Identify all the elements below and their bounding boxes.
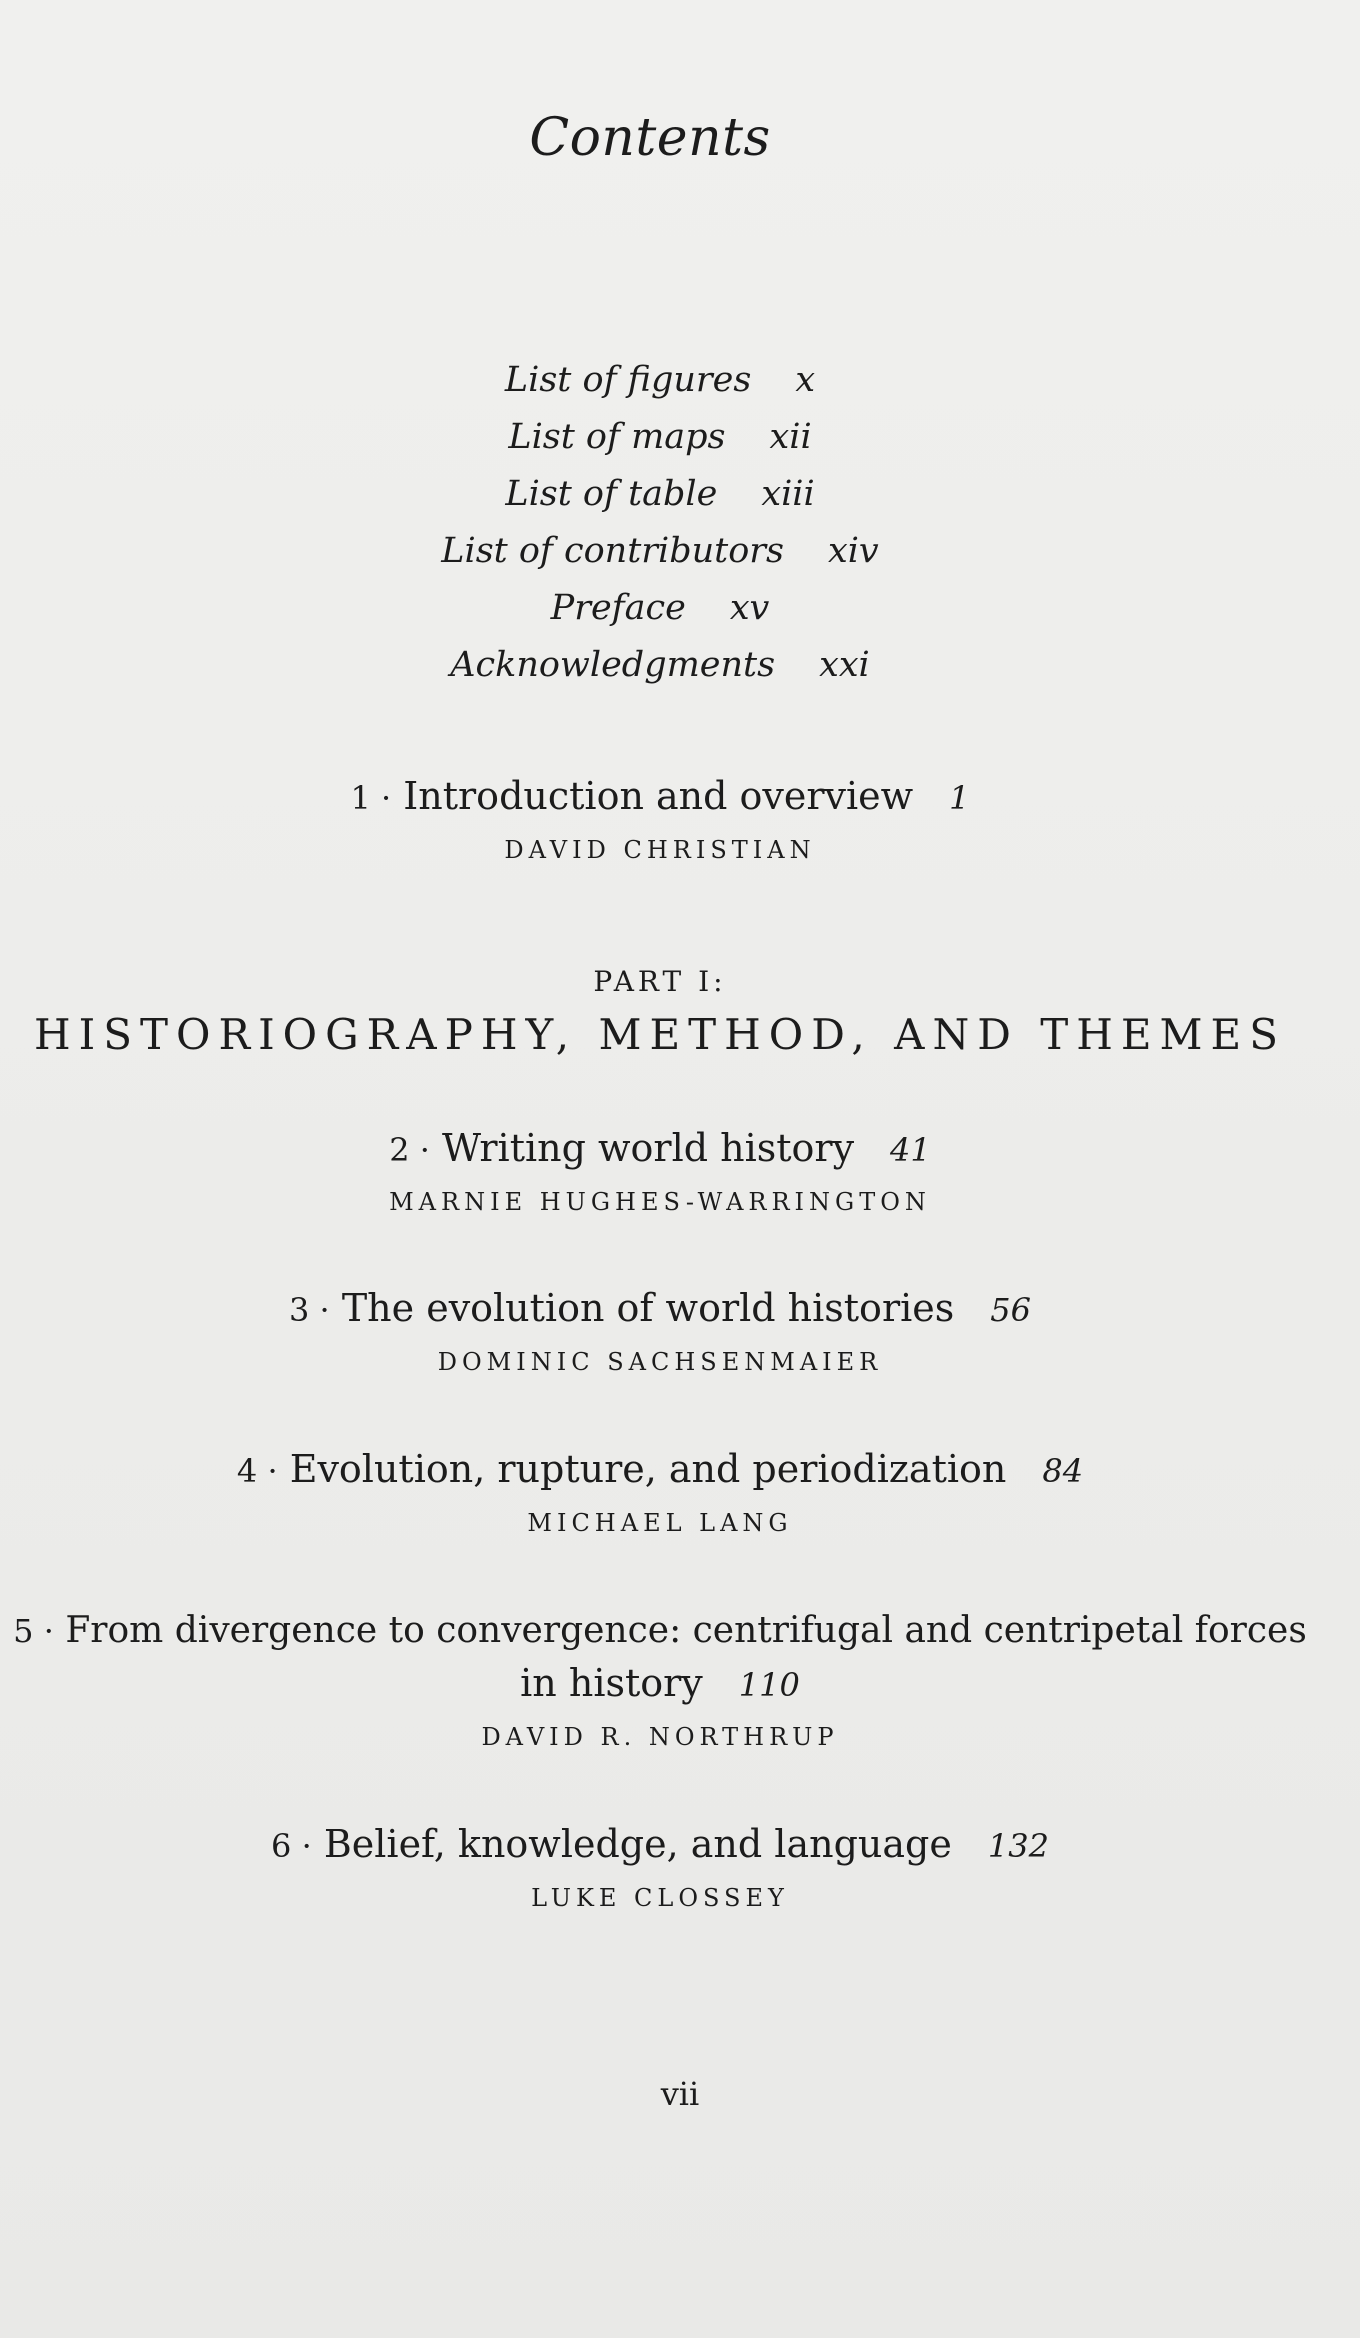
page-title: Contents — [529, 108, 771, 168]
chapter-entry-3 — [0, 1282, 1320, 1382]
chapter-number: 2 · — [389, 1131, 430, 1169]
chapter-author: DAVID R. NORTHRUP — [481, 1723, 839, 1751]
chapter-number: 5 · — [13, 1612, 54, 1650]
front-matter-page: xxi — [819, 645, 870, 685]
front-matter-item — [0, 580, 1320, 637]
chapter-title: From divergence to convergence: centrifugal and centripetal forces — [65, 1610, 1307, 1651]
chapter-entry-2 — [0, 1122, 1320, 1222]
chapter-author: DOMINIC SACHSENMAIER — [437, 1348, 883, 1376]
front-matter-label: Acknowledgments — [450, 645, 776, 685]
chapter-title-line — [0, 770, 1320, 824]
front-matter-label: List of figures — [504, 360, 752, 400]
chapter-entry-5 — [0, 1605, 1320, 1757]
chapter-title: Belief, knowledge, and language — [323, 1822, 952, 1866]
front-matter-page: xv — [729, 588, 770, 628]
front-matter-item — [0, 637, 1320, 694]
chapter-number: 3 · — [289, 1291, 330, 1329]
chapter-entry-4 — [0, 1443, 1320, 1543]
chapter-title-line — [0, 1657, 1320, 1711]
chapter-page: 84 — [1042, 1452, 1084, 1490]
page-number: vii — [660, 2075, 700, 2113]
chapter-page: 1 — [949, 779, 970, 817]
front-matter-label: List of table — [505, 474, 718, 514]
chapter-title: The evolution of world histories — [341, 1286, 955, 1330]
chapter-author: MARNIE HUGHES-WARRINGTON — [389, 1188, 931, 1216]
part-title: HISTORIOGRAPHY, METHOD, AND THEMES — [34, 1010, 1286, 1059]
front-matter-label: Preface — [550, 588, 686, 628]
chapter-author: LUKE CLOSSEY — [531, 1884, 789, 1912]
part-label: PART I: — [593, 965, 727, 998]
front-matter-item — [0, 523, 1320, 580]
chapter-title: Introduction and overview — [403, 774, 914, 818]
chapter-title: Writing world history — [442, 1126, 855, 1170]
chapter-number: 6 · — [271, 1827, 312, 1865]
chapter-number: 1 · — [350, 779, 392, 817]
front-matter-item — [0, 409, 1320, 466]
chapter-number: 4 · — [236, 1452, 278, 1490]
front-matter-page: xiii — [761, 474, 815, 514]
chapter-title-line — [0, 1122, 1320, 1176]
chapter-title-continued: in history — [520, 1661, 703, 1705]
chapter-author: DAVID CHRISTIAN — [504, 836, 816, 864]
front-matter-page: xii — [769, 417, 812, 457]
chapter-entry-1 — [0, 770, 1320, 870]
chapter-title-line — [0, 1605, 1320, 1657]
chapter-title: Evolution, rupture, and periodization — [289, 1447, 1007, 1491]
front-matter-label: List of contributors — [441, 531, 784, 571]
chapter-author: MICHAEL LANG — [527, 1509, 793, 1537]
chapter-page: 132 — [987, 1827, 1049, 1865]
chapter-page: 56 — [990, 1291, 1031, 1329]
front-matter-page: x — [795, 360, 816, 400]
front-matter-item — [0, 352, 1320, 409]
front-matter-list — [0, 352, 1320, 694]
chapter-page: 41 — [890, 1131, 931, 1169]
chapter-page: 110 — [738, 1666, 800, 1704]
front-matter-item — [0, 466, 1320, 523]
chapter-title-line — [0, 1443, 1320, 1497]
front-matter-page: xiv — [828, 531, 879, 571]
chapter-title-line — [0, 1282, 1320, 1336]
chapter-title-line — [0, 1818, 1320, 1872]
chapter-entry-6 — [0, 1818, 1320, 1918]
front-matter-label: List of maps — [508, 417, 726, 457]
